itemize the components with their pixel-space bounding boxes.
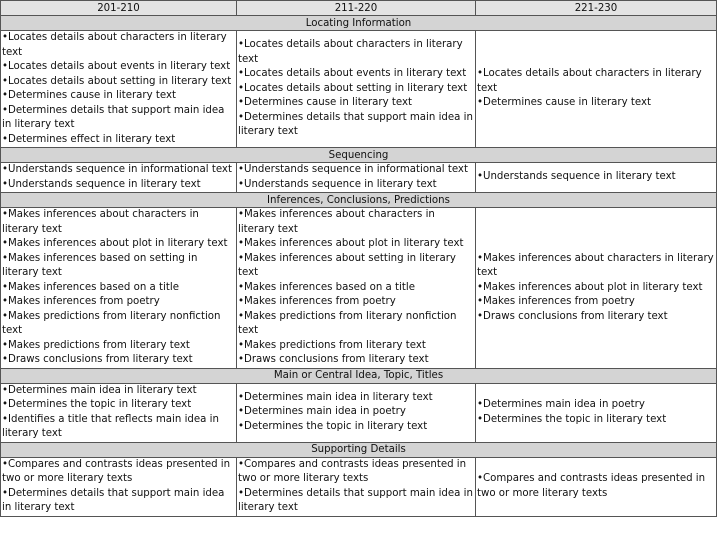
skill-item: • Makes inferences about plot in literary text — [2, 237, 235, 252]
skill-item: • Understands sequence in informational text — [238, 163, 474, 178]
skill-item: • Compares and contrasts ideas presented in two or more literary texts — [477, 472, 715, 501]
skill-item: • Locates details about events in literary text — [2, 60, 235, 75]
skills-cell — [1, 31, 237, 148]
skill-item: • Draws conclusions from literary text — [477, 310, 715, 325]
skill-item: • Makes predictions from literary text — [238, 339, 474, 354]
skill-item: • Makes inferences about plot in literary text — [477, 281, 715, 296]
column-header: 221-230 — [476, 1, 717, 16]
skills-cell — [237, 31, 476, 148]
skill-item: • Makes inferences about characters in literary text — [238, 208, 474, 237]
skills-cell — [237, 457, 476, 516]
skill-item: • Locates details about events in literary text — [238, 67, 474, 82]
skill-item: • Determines the topic in literary text — [238, 420, 474, 435]
skill-item: • Makes inferences from poetry — [477, 295, 715, 310]
skills-cell — [237, 208, 476, 369]
skill-item: • Locates details about characters in literary text — [2, 31, 235, 60]
skills-cell — [237, 163, 476, 193]
skills-cell — [476, 383, 717, 442]
skill-item: • Identifies a title that reflects main idea in literary text — [2, 413, 235, 442]
skills-row — [1, 208, 717, 369]
skill-item: • Draws conclusions from literary text — [238, 353, 474, 368]
skill-item: • Makes inferences about setting in literary text — [238, 252, 474, 281]
skills-cell — [1, 383, 237, 442]
skill-item: • Makes inferences based on a title — [238, 281, 474, 296]
skill-item: • Understands sequence in literary text — [477, 170, 715, 185]
skill-item: • Determines cause in literary text — [238, 96, 474, 111]
skill-item: • Determines main idea in literary text — [238, 391, 474, 406]
section-header-row — [1, 442, 717, 457]
section-header-row — [1, 16, 717, 31]
skill-item: • Determines details that support main idea in literary text — [238, 487, 474, 516]
skill-item: • Locates details about characters in literary text — [477, 67, 715, 96]
skill-item: • Makes inferences about plot in literary text — [238, 237, 474, 252]
skill-item: • Understands sequence in literary text — [238, 178, 474, 193]
skill-item: • Makes inferences based on setting in literary text — [2, 252, 235, 281]
skill-item: • Determines details that support main idea in literary text — [2, 487, 235, 516]
skill-item: • Makes inferences from poetry — [238, 295, 474, 310]
skill-item: • Understands sequence in informational text — [2, 163, 235, 178]
skill-item: • Makes predictions from literary nonfiction text — [238, 310, 474, 339]
column-header: 211-220 — [237, 1, 476, 16]
section-header-row — [1, 193, 717, 208]
skills-row — [1, 163, 717, 193]
section-title: Main or Central Idea, Topic, Titles — [1, 368, 717, 383]
skill-item: • Makes inferences about characters in literary text — [2, 208, 235, 237]
skill-item: • Determines main idea in poetry — [238, 405, 474, 420]
section-title: Supporting Details — [1, 442, 717, 457]
skill-item: • Makes predictions from literary text — [2, 339, 235, 354]
skill-item: • Determines effect in literary text — [2, 133, 235, 148]
skill-item: • Locates details about setting in literary text — [238, 82, 474, 97]
skill-item: • Makes predictions from literary nonfiction text — [2, 310, 235, 339]
skills-cell — [1, 208, 237, 369]
skill-item: • Determines main idea in poetry — [477, 398, 715, 413]
skills-cell — [476, 163, 717, 193]
column-header: 201-210 — [1, 1, 237, 16]
skills-cell — [1, 457, 237, 516]
skill-item: • Determines the topic in literary text — [2, 398, 235, 413]
section-title: Locating Information — [1, 16, 717, 31]
skill-item: • Locates details about setting in literary text — [2, 75, 235, 90]
skill-item: • Makes inferences about characters in literary text — [477, 252, 715, 281]
skills-row — [1, 457, 717, 516]
section-header-row — [1, 368, 717, 383]
skills-row — [1, 31, 717, 148]
skills-cell — [1, 163, 237, 193]
section-title: Inferences, Conclusions, Predictions — [1, 193, 717, 208]
skill-item: • Understands sequence in literary text — [2, 178, 235, 193]
skills-cell — [476, 208, 717, 369]
header-row — [1, 1, 717, 16]
skill-item: • Determines details that support main idea in literary text — [238, 111, 474, 140]
skill-item: • Locates details about characters in literary text — [238, 38, 474, 67]
skills-row — [1, 383, 717, 442]
table-body — [1, 16, 717, 517]
skills-cell — [476, 457, 717, 516]
skill-item: • Compares and contrasts ideas presented in two or more literary texts — [238, 458, 474, 487]
section-title: Sequencing — [1, 148, 717, 163]
skills-cell — [476, 31, 717, 148]
skill-item: • Draws conclusions from literary text — [2, 353, 235, 368]
skill-item: • Makes inferences from poetry — [2, 295, 235, 310]
skill-item: • Determines the topic in literary text — [477, 413, 715, 428]
skill-item: • Makes inferences based on a title — [2, 281, 235, 296]
skill-item: • Determines cause in literary text — [2, 89, 235, 104]
section-header-row — [1, 148, 717, 163]
skill-item: • Compares and contrasts ideas presented in two or more literary texts — [2, 458, 235, 487]
skill-item: • Determines main idea in literary text — [2, 384, 235, 399]
skill-item: • Determines cause in literary text — [477, 96, 715, 111]
skills-cell — [237, 383, 476, 442]
skill-item: • Determines details that support main idea in literary text — [2, 104, 235, 133]
